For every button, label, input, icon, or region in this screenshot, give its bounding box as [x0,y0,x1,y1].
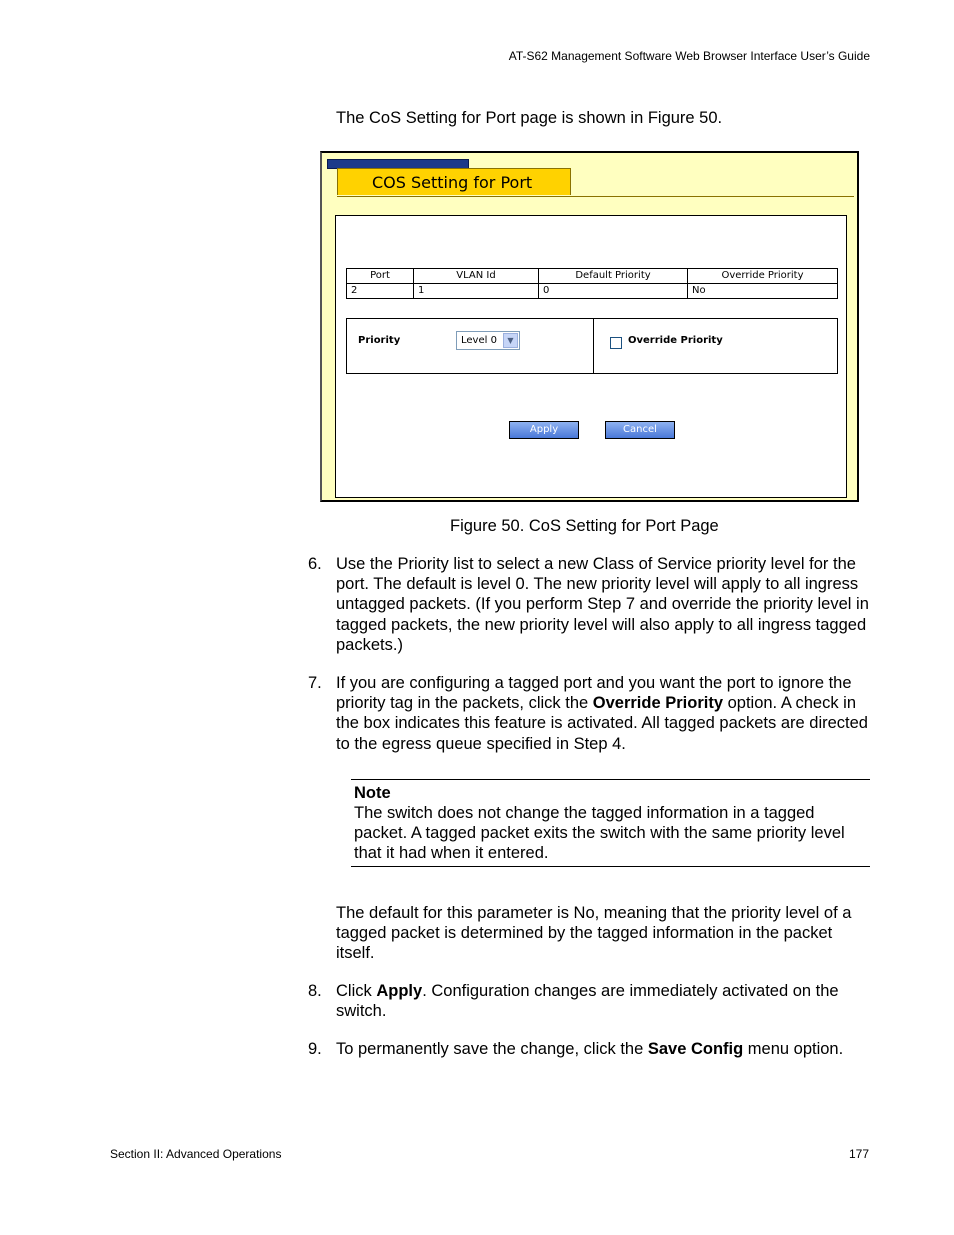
col-override-priority: Override Priority [688,269,838,284]
step-number: 9. [308,1040,322,1058]
step-text-post: menu option. [743,1040,844,1058]
default-paragraph: The default for this parameter is No, meaning that the priority level of a tagged packet is determined by the tagged information in the packet itself. [336,904,852,963]
step-text: Use the Priority list to select a new Class of Service priority level for the port. The default is level 0. The new priority level will apply to all ingress untagged packets. (If you perform Step 7 and override the priority level in tagged packets, the new priority level will also apply to all ingress tagged packets.) [336,555,869,654]
col-default-priority: Default Priority [539,269,688,284]
figure-caption: Figure 50. CoS Setting for Port Page [450,517,719,535]
step-text-pre: If you are configuring a tagged port and you want the port to ignore the priority tag in the packets, click the [336,674,852,713]
cell-override-priority: No [688,284,838,299]
screenshot-figure [320,151,859,502]
step-text-pre: To permanently save the change, click the [336,1040,648,1058]
step-number: 6. [308,555,322,573]
priority-box [346,318,838,374]
step-text-pre: Click [336,982,377,1000]
step-number: 7. [308,674,322,692]
note-title: Note [354,784,391,802]
table-header-row [347,269,838,284]
footer-section: Section II: Advanced Operations [110,1147,282,1161]
apply-button[interactable]: Apply [509,421,579,439]
step-text-bold: Override Priority [592,694,724,713]
step-number: 8. [308,982,322,1000]
port-table [346,268,838,299]
step-text-post: . Configuration changes are immediately activated on the switch. [336,982,839,1021]
override-priority-checkbox[interactable] [610,337,622,349]
note-body: The switch does not change the tagged information in a tagged packet. A tagged packet exits the switch with the same priority level that it had when it entered. [354,804,845,863]
step-text [336,981,870,1021]
col-vlan-id: VLAN Id [414,269,539,284]
step-text-bold: Apply [376,982,423,1000]
priority-select[interactable] [456,331,520,350]
cell-vlan-id: 1 [414,284,539,299]
running-header: AT-S62 Management Software Web Browser Interface User’s Guide [508,49,870,63]
col-port: Port [347,269,414,284]
footer-page-number: 177 [849,1147,870,1161]
tab-rule [337,196,854,197]
page-tab-title: COS Setting for Port [337,168,571,195]
chevron-down-icon[interactable]: ▼ [503,333,518,348]
box-divider [593,319,594,373]
note-box [351,779,870,867]
priority-label: Priority [358,335,401,346]
override-priority-label: Override Priority [628,335,723,346]
step-text [336,1039,870,1059]
cell-port: 2 [347,284,414,299]
settings-panel [335,215,847,498]
step-text [336,673,870,754]
step-text-post: option. A check in the box indicates this feature is activated. All tagged packets are directed to the egress queue specified in Step 4. [336,694,868,753]
cell-default-priority: 0 [539,284,688,299]
table-row [347,284,838,299]
cancel-button[interactable]: Cancel [605,421,675,439]
priority-select-value: Level 0 [461,335,497,346]
intro-paragraph: The CoS Setting for Port page is shown in Figure 50. [336,109,723,127]
step-text-bold: Save Config [647,1040,744,1058]
